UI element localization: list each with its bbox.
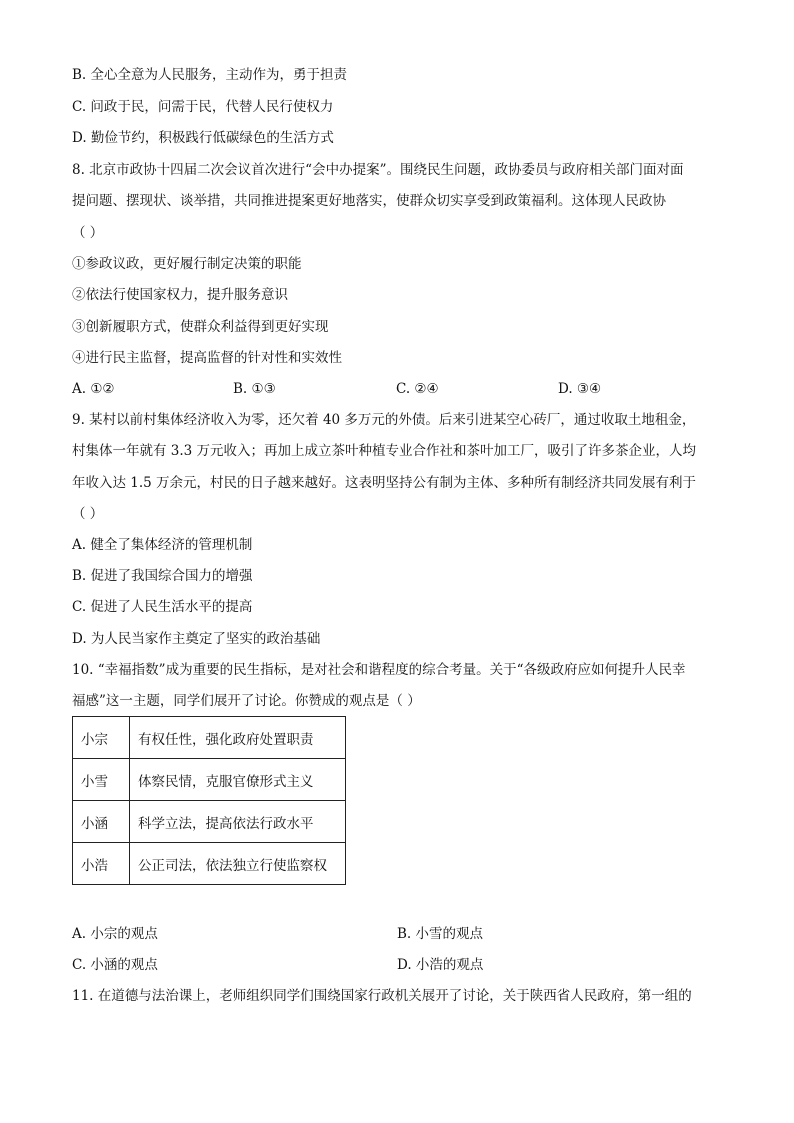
table-row — [73, 843, 346, 885]
q9-option-c: C. 促进了人民生活水平的提高 — [72, 599, 253, 615]
student-view: 有权任性，强化政府处置职责 — [130, 717, 346, 759]
q10-stem-line-1: 10. “幸福指数”成为重要的民生指标，是对社会和谐程度的综合考量。关于“各级政府应如何提升人民幸 — [72, 662, 686, 678]
q9-stem-line-2: 村集体一年就有 3.3 万元收入；再加上成立茶叶种植专业合作社和茶叶加工厂，吸引了许多茶企业，人均 — [72, 443, 697, 459]
q10-option-c: C. 小涵的观点 — [72, 957, 158, 973]
student-view: 体察民情，克服官僚形式主义 — [130, 759, 346, 801]
q9-option-b: B. 促进了我国综合国力的增强 — [72, 568, 253, 584]
q9-stem-line-3: 年收入达 1.5 万余元，村民的日子越来越好。这表明坚持公有制为主体、多种所有制经济共同发展有利于 — [72, 475, 697, 491]
q10-stem-line-2: 福感”这一主题，同学们展开了讨论。你赞成的观点是（ ） — [72, 693, 421, 709]
q9-option-d: D. 为人民当家作主奠定了坚实的政治基础 — [72, 631, 321, 647]
q8-stem-line-2: 提问题、摆现状、谈举措，共同推进提案更好地落实，使群众切实享受到政策福利。这体现人民政协 — [72, 193, 666, 209]
q8-statement-3: ③创新履职方式，使群众利益得到更好实现 — [72, 319, 329, 335]
q7-option-b: B. 全心全意为人民服务，主动作为，勇于担责 — [72, 67, 348, 83]
student-view: 公正司法，依法独立行使监察权 — [130, 843, 346, 885]
q9-answer-blank: （ ） — [72, 506, 104, 522]
q8-answer-blank: （ ） — [72, 225, 104, 241]
q8-option-c: C. ②④ — [396, 381, 439, 397]
q8-statement-1: ①参政议政，更好履行制定决策的职能 — [72, 256, 302, 272]
student-name: 小涵 — [73, 801, 130, 843]
q8-option-d: D. ③④ — [558, 381, 602, 397]
student-view: 科学立法，提高依法行政水平 — [130, 801, 346, 843]
q8-statement-2: ②依法行使国家权力，提升服务意识 — [72, 287, 288, 303]
q8-stem-line-1: 8. 北京市政协十四届二次会议首次进行“会中办提案”。围绕民生问题，政协委员与政府相关部门面对面 — [72, 162, 684, 178]
q7-option-d: D. 勤俭节约，积极践行低碳绿色的生活方式 — [72, 130, 334, 146]
q10-views-table — [72, 716, 346, 885]
q10-option-a: A. 小宗的观点 — [72, 926, 158, 942]
student-name: 小雪 — [73, 759, 130, 801]
q11-stem-line-1: 11. 在道德与法治课上，老师组织同学们围绕国家行政机关展开了讨论，关于陕西省人民政府，第一组的 — [72, 988, 692, 1004]
q10-option-b: B. 小雪的观点 — [397, 926, 484, 942]
q7-option-c: C. 问政于民，问需于民，代替人民行使权力 — [72, 99, 334, 115]
student-name: 小浩 — [73, 843, 130, 885]
q10-option-d: D. 小浩的观点 — [397, 957, 484, 973]
q8-option-a: A. ①② — [72, 381, 115, 397]
q9-stem-line-1: 9. 某村以前村集体经济收入为零，还欠着 40 多万元的外债。后来引进某空心砖厂，通过收取土地租金， — [72, 412, 696, 428]
table-row — [73, 759, 346, 801]
table-row — [73, 801, 346, 843]
student-name: 小宗 — [73, 717, 130, 759]
table-row — [73, 717, 346, 759]
q8-option-b: B. ①③ — [233, 381, 276, 397]
q9-option-a: A. 健全了集体经济的管理机制 — [72, 537, 253, 553]
q8-statement-4: ④进行民主监督，提高监督的针对性和实效性 — [72, 350, 342, 366]
